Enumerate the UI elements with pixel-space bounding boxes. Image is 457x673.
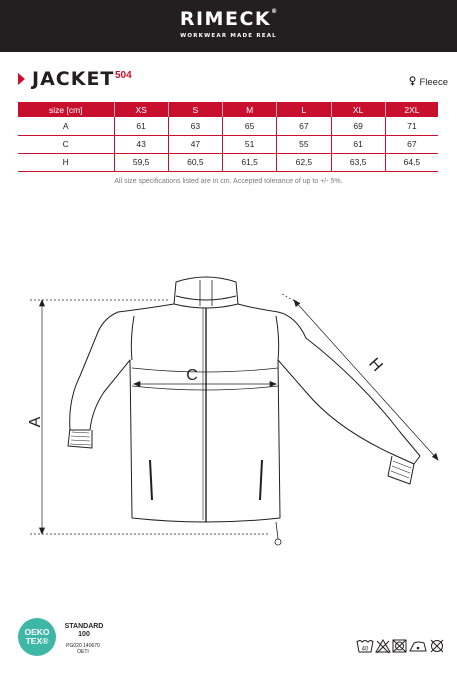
fabric-text: Fleece xyxy=(419,77,448,88)
label-a: A xyxy=(27,416,44,428)
standard-line-1: STANDARD xyxy=(64,623,104,630)
standard-line-2: 100 xyxy=(78,631,90,638)
row-label: A xyxy=(18,117,114,135)
product-code: 504 xyxy=(115,70,132,81)
size-note: All size specifications listed are in cm. Accepted tolerance of up to +/- 5%. xyxy=(114,178,343,185)
arrow-down-icon xyxy=(40,528,45,534)
arrow-right-icon xyxy=(270,382,276,387)
table-row xyxy=(18,135,438,153)
table-cell: 65 xyxy=(223,117,277,135)
header-s: S xyxy=(168,102,222,117)
fabric-label xyxy=(409,76,448,88)
iron-low-icon xyxy=(410,642,426,651)
dimension-lines xyxy=(30,294,438,534)
brand-tagline: WORKWEAR MADE REAL xyxy=(180,33,277,39)
brand-header xyxy=(0,0,457,52)
table-row xyxy=(18,117,438,135)
no-tumble-dry-icon xyxy=(393,640,406,652)
table-cell: 62,5 xyxy=(277,153,331,171)
table-cell: 43 xyxy=(114,135,168,153)
table-cell: 60,5 xyxy=(168,153,222,171)
title-arrow-icon xyxy=(18,73,25,85)
size-table xyxy=(18,102,438,172)
brand-logo xyxy=(0,8,457,30)
table-cell: 59,5 xyxy=(114,153,168,171)
label-h: H xyxy=(365,355,386,375)
arrow-left-icon xyxy=(134,382,140,387)
table-cell: 67 xyxy=(277,117,331,135)
table-cell: 64,5 xyxy=(385,153,438,171)
table-cell: 69 xyxy=(331,117,385,135)
certificate-info xyxy=(58,643,108,655)
table-cell: 71 xyxy=(385,117,438,135)
wash-40-icon xyxy=(357,641,373,653)
dimension-h-line xyxy=(294,300,438,460)
header-xl: XL xyxy=(331,102,385,117)
no-dry-clean-icon xyxy=(431,640,443,652)
brand-name: RIMECK xyxy=(179,8,272,30)
header-m: M xyxy=(223,102,277,117)
table-row xyxy=(18,153,438,171)
table-cell: 61 xyxy=(114,117,168,135)
certificate-number: PG020 140670 xyxy=(66,643,100,649)
wash-temp: 40 xyxy=(361,646,369,653)
table-cell: 51 xyxy=(223,135,277,153)
no-bleach-icon xyxy=(376,640,390,653)
standard-label xyxy=(62,623,106,639)
table-cell: 61 xyxy=(331,135,385,153)
row-label: C xyxy=(18,135,114,153)
care-symbols xyxy=(356,637,446,655)
label-c: C xyxy=(186,367,198,384)
female-symbol-icon xyxy=(409,76,416,86)
product-name: JACKET xyxy=(32,68,115,90)
table-cell: 63 xyxy=(168,117,222,135)
header-2xl: 2XL xyxy=(385,102,438,117)
jacket-outline xyxy=(68,277,420,545)
oeko-line-2: TEX® xyxy=(25,636,49,646)
product-title-row xyxy=(18,68,448,92)
header-size-cm: size [cm] xyxy=(18,102,114,117)
oeko-tex-logo xyxy=(18,618,56,656)
header-l: L xyxy=(277,102,331,117)
table-cell: 47 xyxy=(168,135,222,153)
table-cell: 55 xyxy=(277,135,331,153)
certificate-institute: OETI xyxy=(77,649,89,655)
table-cell: 67 xyxy=(385,135,438,153)
header-xs: XS xyxy=(114,102,168,117)
table-cell: 63,5 xyxy=(331,153,385,171)
table-cell: 61,5 xyxy=(223,153,277,171)
jacket-technical-drawing xyxy=(0,260,457,560)
size-table-header xyxy=(18,102,438,117)
oeko-line-1: OEKO xyxy=(24,627,50,637)
arrow-up-icon xyxy=(40,300,45,306)
row-label: H xyxy=(18,153,114,171)
brand-registered-mark: ® xyxy=(271,8,278,15)
